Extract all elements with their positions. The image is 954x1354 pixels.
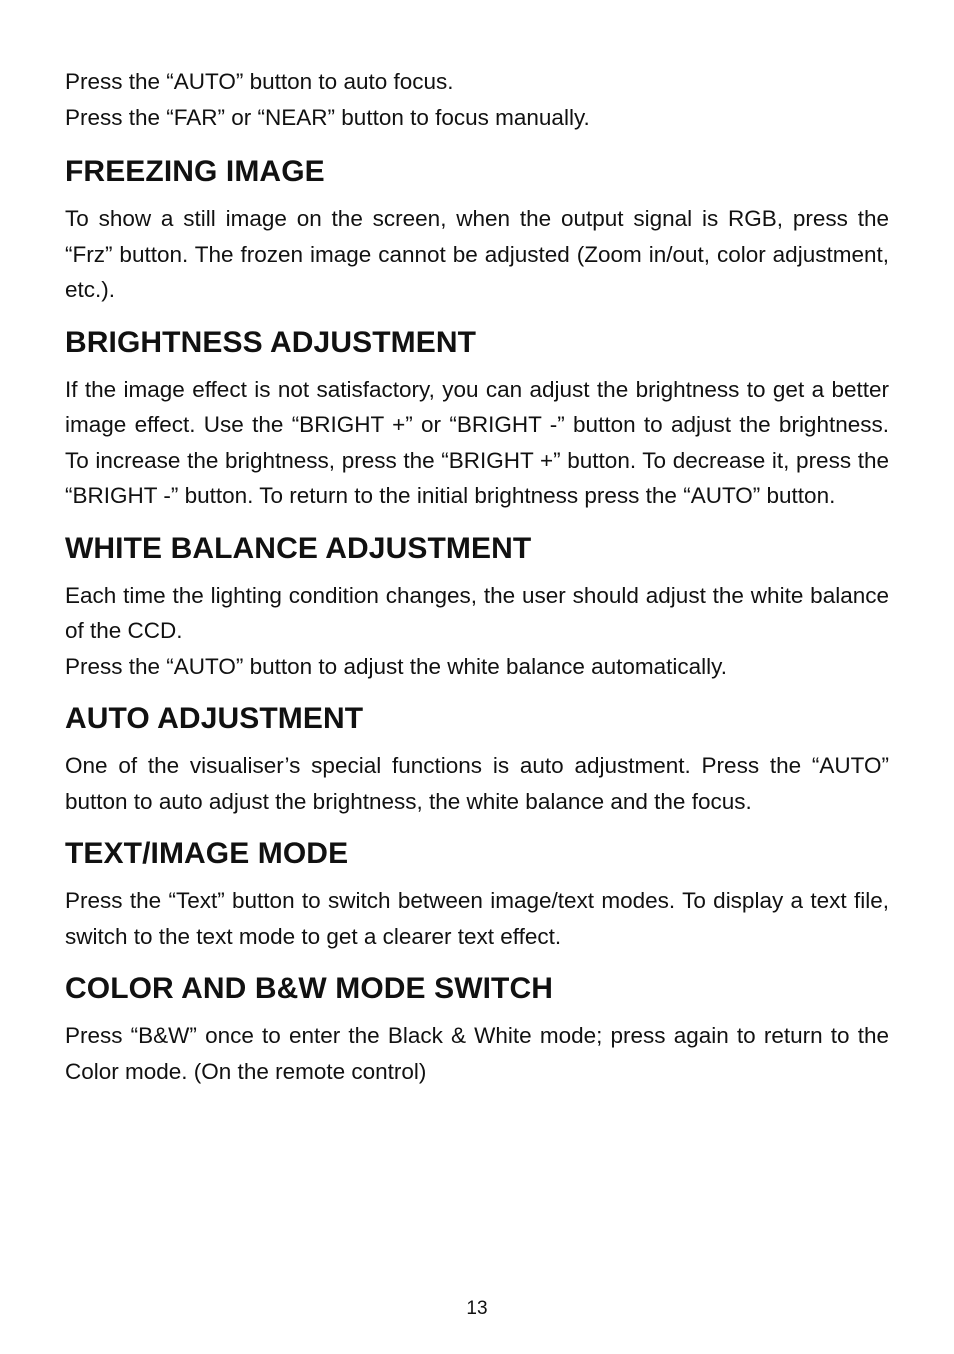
- section-paragraph: Each time the lighting condition changes, the user should adjust the white balance of the CCD.: [65, 582, 889, 643]
- page-number: 13: [466, 1298, 488, 1319]
- section-heading: COLOR AND B&W MODE SWITCH: [65, 972, 554, 1005]
- intro-line-manual-focus: Press the “FAR” or “NEAR” button to focus manually.: [65, 104, 590, 130]
- section-text-image-mode: [65, 836, 889, 954]
- section-brightness-adjustment: [65, 325, 889, 514]
- section-paragraph: To show a still image on the screen, when the output signal is RGB, press the “Frz” button. The frozen image cannot be adjusted (Zoom in/out, color adjustment, etc.).: [65, 206, 889, 302]
- intro-block: [65, 64, 889, 135]
- intro-line-auto-focus: Press the “AUTO” button to auto focus.: [65, 69, 454, 94]
- section-paragraph: Press the “Text” button to switch between image/text modes. To display a text file, switch to the text mode to get a clearer text effect.: [65, 888, 889, 949]
- section-heading: FREEZING IMAGE: [65, 155, 325, 188]
- section-heading: AUTO ADJUSTMENT: [65, 702, 364, 735]
- section-heading: TEXT/IMAGE MODE: [65, 837, 349, 870]
- section-freezing-image: [65, 154, 889, 308]
- section-color-bw-mode-switch: [65, 971, 889, 1089]
- section-heading: BRIGHTNESS ADJUSTMENT: [65, 325, 477, 359]
- section-paragraph: One of the visualiser’s special functions is auto adjustment. Press the “AUTO” button to auto adjust the brightness, the white balance and the focus.: [65, 753, 889, 814]
- section-paragraph: Press “B&W” once to enter the Black & White mode; press again to return to the Color mode. (On the remote control): [65, 1023, 889, 1084]
- section-auto-adjustment: [65, 701, 889, 819]
- manual-page: [65, 64, 889, 1106]
- section-white-balance-adjustment: [65, 531, 889, 685]
- section-heading: WHITE BALANCE ADJUSTMENT: [65, 531, 532, 565]
- section-paragraph: If the image effect is not satisfactory, you can adjust the brightness to get a better image effect. Use the “BRIGHT +” or “BRIGHT -” button to adjust the brightness. To increase the brightness, press the “BRIGHT +” button. To decrease it, press the “BRIGHT -” button. To return to the initial brightness press the “AUTO” button.: [65, 376, 889, 508]
- section-paragraph: Press the “AUTO” button to adjust the white balance automatically.: [65, 653, 728, 679]
